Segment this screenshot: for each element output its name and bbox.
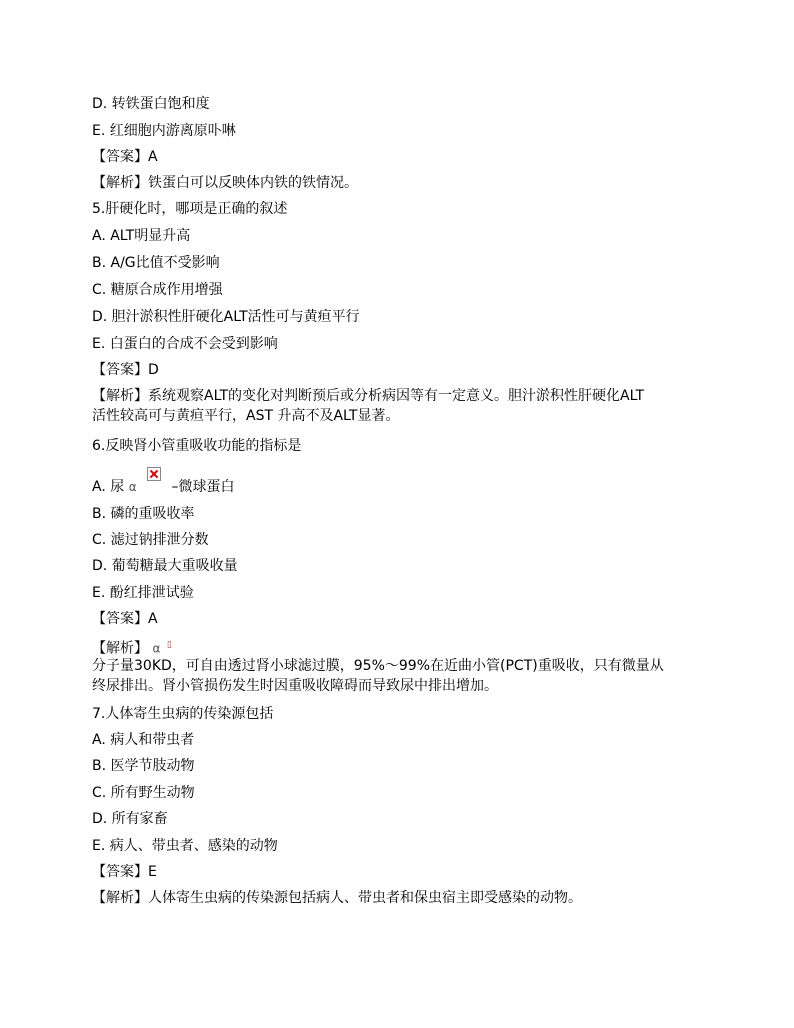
q4-option-d: D. 转铁蛋白饱和度: [92, 96, 210, 112]
q5-analysis-line2: 活性较高可与黄疸平行，AST 升高不及ALT显著。: [92, 408, 400, 424]
q5-option-a: A. ALT明显升高: [92, 228, 191, 244]
q7-option-b: B. 医学节肢动物: [92, 758, 195, 774]
alpha-symbol: α: [128, 480, 137, 494]
q7-analysis: 【解析】人体寄生虫病的传染源包括病人、带虫者和保虫宿主即受感染的动物。: [92, 890, 582, 906]
q5-analysis-line1: 【解析】系统观察ALT的变化对判断预后或分析病因等有一定意义。胆汁淤积性肝硬化ALT: [92, 388, 644, 404]
broken-image-icon: [147, 467, 161, 481]
q6-option-d: D. 葡萄糖最大重吸收量: [92, 558, 238, 574]
q6-answer: 【答案】A: [92, 611, 158, 627]
q7-stem: 7.人体寄生虫病的传染源包括: [92, 706, 274, 722]
q6-analysis-line2: 终尿排出。肾小管损伤发生时因重吸收障碍而导致尿中排出增加。: [92, 678, 498, 694]
alpha-symbol: α: [152, 641, 161, 656]
q5-option-d: D. 胆汁淤积性肝硬化ALT活性可与黄疸平行: [92, 309, 360, 325]
q6-option-a-prefix: A. 尿: [92, 479, 125, 495]
q6-analysis-header: [92, 635, 172, 655]
q5-option-c: C. 糖原合成作用增强: [92, 282, 223, 298]
q6-option-a: [92, 477, 235, 497]
q7-option-e: E. 病人、带虫者、感染的动物: [92, 838, 278, 854]
q5-stem: 5.肝硬化时，哪项是正确的叙述: [92, 201, 288, 217]
q4-option-e: E. 红细胞内游离原卟啉: [92, 123, 236, 139]
q6-option-e: E. 酚红排泄试验: [92, 585, 194, 601]
q5-answer: 【答案】D: [92, 362, 159, 378]
q6-option-c: C. 滤过钠排泄分数: [92, 532, 209, 548]
q4-analysis: 【解析】铁蛋白可以反映体内铁的铁情况。: [92, 175, 358, 191]
q6-analysis-prefix: 【解析】: [92, 640, 148, 657]
q7-option-c: C. 所有野生动物: [92, 785, 195, 801]
q7-option-d: D. 所有家畜: [92, 811, 168, 827]
q7-option-a: A. 病人和带虫者: [92, 732, 195, 748]
q6-stem: 6.反映肾小管重吸收功能的指标是: [92, 438, 302, 454]
q6-analysis-line1: 分子量30KD，可自由透过肾小球滤过膜，95%～99%在近曲小管(PCT)重吸收，只有微量从: [92, 658, 664, 674]
q7-answer: 【答案】E: [92, 864, 157, 880]
q5-option-e: E. 白蛋白的合成不会受到影响: [92, 336, 278, 352]
q5-option-b: B. A/G比值不受影响: [92, 255, 220, 271]
q6-option-a-suffix: –微球蛋白: [171, 479, 235, 495]
broken-image-icon: ▯: [166, 640, 172, 650]
q4-answer: 【答案】A: [92, 149, 158, 165]
q6-option-b: B. 磷的重吸收率: [92, 506, 195, 522]
q6-analysis: [92, 656, 712, 696]
q5-analysis: [92, 386, 712, 426]
